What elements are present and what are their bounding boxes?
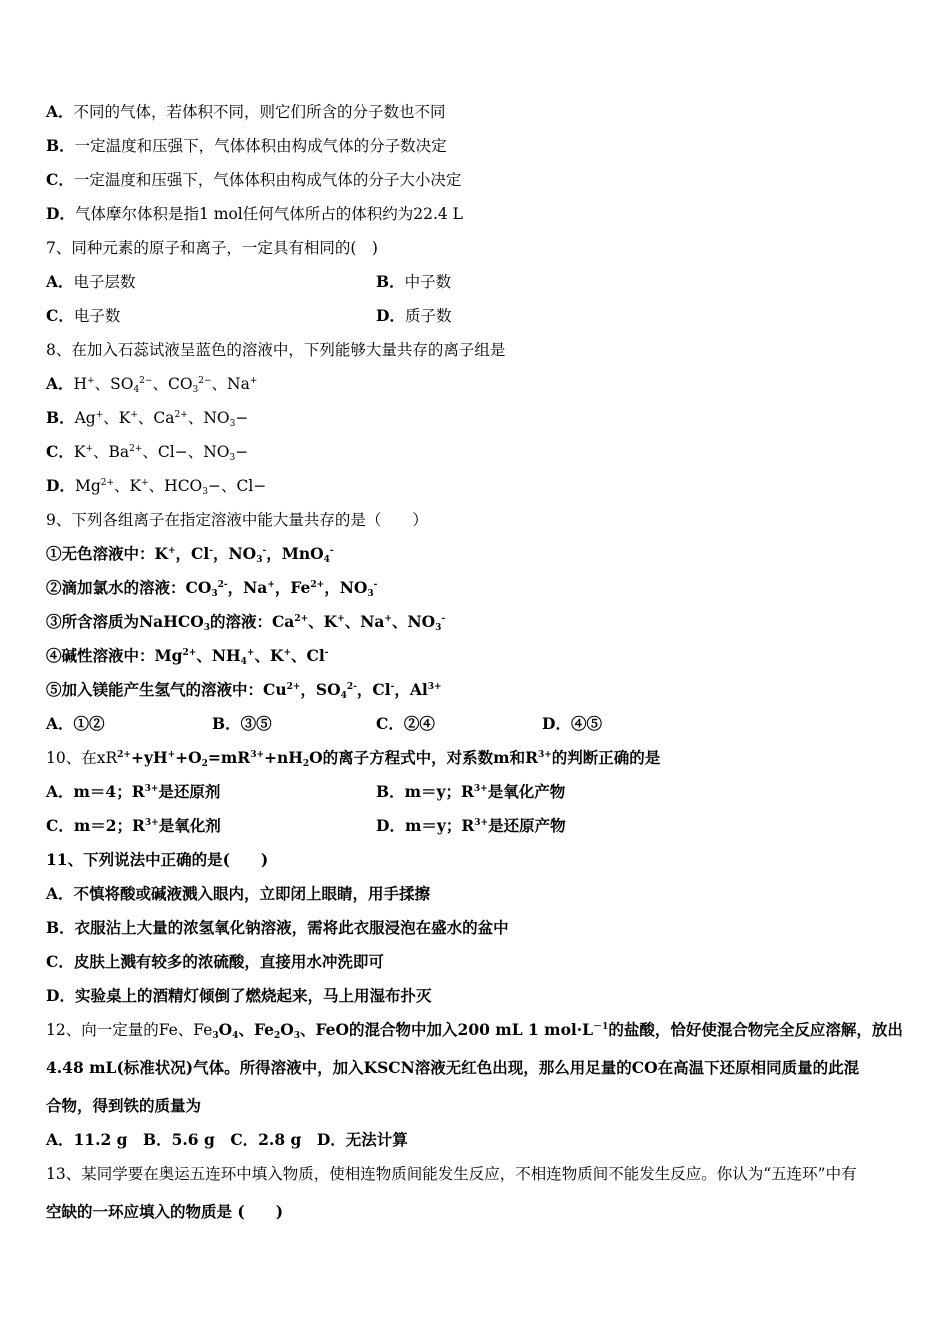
ion: Mg [74,477,101,495]
charge: 2+ [294,614,309,624]
charge: - [329,546,334,556]
option-label: B． [46,136,75,155]
charge: + [87,376,95,386]
subscript: 3 [367,589,374,599]
ion: 、Cl−、NO [142,443,230,461]
ion: K [73,443,86,461]
charge: − [208,477,221,495]
option-text: 电子层数 [73,273,136,291]
condition-text: ，Al [394,680,428,699]
ion: 、Na [211,375,250,393]
ion: 、SO [94,375,134,393]
charge: 3+ [537,750,552,760]
charge: + [384,614,392,624]
q12-stem-line2: 4.48 mL(标准状况)气体。所得溶液中，加入KSCN溶液无红色出现，那么用足量的CO在高温下还原相同质量的此混 [46,1058,860,1077]
q7-options-row2 [46,306,452,326]
option-text: 一定温度和压强下，气体体积由构成气体的分子数决定 [74,137,447,155]
q9-stem: 9、下列各组离子在指定溶液中能大量共存的是（ ） [46,511,428,529]
charge: - [262,546,267,556]
option-label: A． [46,272,74,291]
option-label: B． [46,918,75,937]
q9-option-a [46,714,105,734]
option-label: B． [212,714,241,733]
ion: 、HCO [148,477,203,495]
charge: − [235,443,249,461]
q7-option-b [376,272,451,292]
ion: 、K [103,409,131,427]
option-label: A． [46,374,74,393]
option-text: 一定温度和压强下，气体体积由构成气体的分子大小决定 [73,171,462,189]
q6-option-d [46,204,463,224]
subscript: 3 [212,1031,219,1041]
subscript: 3 [256,555,263,565]
stem-text: 、FeO的混合物中加入200 mL 1 mol·L [300,1020,594,1039]
charge: + [267,580,275,590]
option-label: C． [376,714,404,733]
charge: 2+ [310,580,325,590]
q9-option-d [542,714,602,734]
option-label: B． [376,782,405,801]
option-text: 电子数 [73,307,121,325]
charge: + [95,410,104,420]
subscript: 4 [232,1031,239,1041]
q11-option-d [46,986,431,1006]
q7-option-d [376,306,451,326]
q11-stem [46,850,268,870]
charge: + [283,648,291,658]
condition-text: 、K [254,646,284,665]
q12-stem-line1 [46,1020,903,1040]
stem-text: 11、下列说法中正确的是( ) [46,850,269,869]
q12-options: A．11.2 g B．5.6 g C．2.8 g D．无法计算 [46,1130,408,1149]
condition-text: 、Na [344,612,385,631]
charge: 2+ [174,410,188,420]
ion: 、K [114,477,142,495]
stem-text: 10、在xR [46,749,118,767]
charge: − [235,409,249,427]
condition-text: ②滴加氯水的溶液：CO [46,578,212,597]
q9-condition-2 [46,578,377,598]
charge: 2− [198,376,212,386]
ion: Ag [74,409,96,427]
option-label: C． [46,170,74,189]
charge: 3+ [250,750,264,760]
subscript: 2 [273,1031,281,1041]
q6-option-a [46,102,446,122]
q10-stem [46,748,660,768]
charge: + [167,546,176,556]
option-text: m＝4；R [73,782,145,801]
q10-option-c [46,816,221,836]
q10-option-d [376,816,566,836]
option-label: D． [542,714,571,733]
q10-options-row2 [46,816,906,836]
stem-text: +yH [130,748,168,767]
option-label: A． [46,782,74,801]
condition-text: ④碱性溶液中：Mg [46,646,183,665]
q8-stem: 8、在加入石蕊试液呈蓝色的溶液中，下列能够大量共存的离子组是 [46,341,506,359]
q10-option-a [46,782,220,802]
charge: 2+ [182,648,197,658]
stem-text: 12、向一定量的Fe、Fe [46,1021,213,1039]
stem-text: +nH [264,748,303,767]
option-label: D． [376,306,405,325]
option-label: C． [46,816,74,835]
q10-options-row1 [46,782,906,802]
charge: 2+ [100,478,115,488]
option-text: m＝y；R [404,816,475,835]
option-label: A． [46,884,74,903]
option-label: D． [46,204,75,223]
q9-condition-1 [46,544,334,564]
option-text: 衣服沾上大量的浓氢氧化钠溶液，需将此衣服浸泡在盛水的盆中 [74,918,509,937]
subscript: 2 [302,759,310,769]
ion: H [73,375,88,393]
condition-text: 、K [308,612,338,631]
option-text: ③⑤ [240,714,272,733]
ion: 、CO [152,375,193,393]
option-text: 是氧化产物 [487,782,566,801]
q8-option-a [46,374,257,394]
charge: 3+ [474,818,489,828]
condition-text: 、NH [196,646,241,665]
stem-text: 13、某同学要在奥运五连环中填入物质，使相连物质间能发生反应，不相连物质间不能发生反应。你认为“五连环”中有 [46,1165,857,1183]
charge: 2− [139,376,153,386]
subscript: 3 [211,589,218,599]
option-text: 实验桌上的酒精灯倾倒了燃烧起来，马上用湿布扑灭 [74,986,432,1005]
condition-text: ，Na [227,578,268,597]
charge: 3+ [144,784,159,794]
option-text: 不同的气体，若体积不同，则它们所含的分子数也不同 [73,103,446,121]
option-text: 质子数 [404,307,452,325]
q9-condition-5 [46,680,442,700]
charge: + [130,410,138,420]
option-text: 中子数 [404,273,452,291]
subscript: 3 [229,453,236,463]
charge: - [209,546,214,556]
condition-text: ⑤加入镁能产生氢气的溶液中：Cu [46,680,287,699]
condition-text: ，MnO [266,544,324,563]
charge: - [373,580,378,590]
subscript: 3 [435,623,442,633]
option-label: D． [46,986,75,1005]
q9-condition-3 [46,612,445,632]
charge: - [441,614,446,624]
stem-text: =mR [207,748,251,767]
charge: 2+ [129,444,143,454]
charge: 3+ [144,818,159,828]
q11-option-a [46,884,430,904]
q13-stem-line1 [46,1164,857,1184]
option-text: ④⑤ [570,714,602,733]
option-text: 是还原剂 [158,782,221,801]
ion: 、Ca [137,409,175,427]
subscript: 2 [201,759,208,769]
q8-option-b [46,408,248,428]
option-text: 皮肤上溅有较多的浓硫酸，直接用水冲洗即可 [73,952,384,971]
q12-stem-line3: 合物，得到铁的质量为 [46,1096,202,1115]
condition-text: ，NO [324,578,368,597]
q7-option-a [46,273,136,291]
option-label: D． [376,816,405,835]
condition-text: ③所含溶质为NaHCO [46,612,204,631]
option-text: 是还原产物 [488,816,566,835]
subscript: 3 [192,385,199,395]
option-text: 气体摩尔体积是指1 mol任何气体所占的体积约为22.4 L [74,205,463,223]
option-label: B． [376,272,405,291]
stem-text: O的离子方程式中，对系数m和R [309,748,538,767]
q11-option-c [46,952,384,972]
stem-text: 的盐酸，恰好使混合物完全反应溶解，放出 [608,1020,903,1039]
charge: - [324,648,329,658]
condition-text: ，Cl [356,680,391,699]
condition-text: ，Cl [175,544,210,563]
charge: + [246,648,255,658]
q8-option-c [46,442,248,462]
option-label: C． [46,306,74,325]
q10-option-b [376,782,565,802]
stem-text: O [218,1020,233,1039]
condition-text: 、NO [391,612,436,631]
subscript: 3 [293,1031,301,1041]
q9-option-c [376,714,435,734]
subscript: 4 [340,691,347,701]
charge: 2- [217,580,228,590]
ion: 、NO [187,409,230,427]
charge: + [85,444,93,454]
charge: 3+ [427,682,442,692]
q7-options-row1 [46,272,452,292]
charge: 2- [346,682,357,692]
superscript: －1 [593,1022,609,1032]
charge: 2+ [286,682,301,692]
q11-option-b [46,918,509,938]
option-text: 是氧化剂 [158,816,221,835]
ion: 、Ba [92,443,130,461]
option-label: D． [46,476,75,495]
option-text: m＝y；R [404,782,474,801]
condition-text: ①无色溶液中：K [46,544,168,563]
q9-options [46,714,906,734]
subscript: 3 [203,623,210,633]
charge: 2+ [117,750,131,760]
subscript: 4 [323,555,330,565]
option-label: C． [46,952,74,971]
q8-option-d [46,476,266,496]
q9-option-b [212,714,272,734]
option-label: C． [46,442,74,461]
condition-text: ，Fe [274,578,311,597]
subscript: 4 [240,657,247,667]
stem-text: 、Fe [238,1020,274,1039]
q7-stem: 7、同种元素的原子和离子，一定具有相同的( ) [46,239,378,257]
charge: + [337,614,345,624]
subscript: 3 [229,419,236,429]
stem-text: +O [175,748,202,767]
q6-option-c [46,170,461,190]
option-label: A． [46,102,74,121]
q9-condition-4 [46,646,328,666]
ion: 、Cl− [221,477,267,495]
q6-option-b [46,136,447,156]
charge: - [390,682,395,692]
option-text: ②④ [403,714,435,733]
condition-text: ，SO [300,680,341,699]
q13-stem-line2: 空缺的一环应填入的物质是 ( ) [46,1202,284,1221]
condition-text: 的溶液：Ca [209,612,295,631]
option-text: ①② [73,714,105,733]
stem-text: O [280,1020,294,1039]
charge: 3+ [473,784,488,794]
condition-text: ，NO [213,544,257,563]
option-label: B． [46,408,75,427]
subscript: 4 [133,385,140,395]
stem-text: 的判断正确的是 [551,748,661,767]
subscript: 3 [202,487,208,497]
option-text: 不慎将酸或碱液溅入眼内，立即闭上眼睛，用手揉擦 [73,884,431,903]
charge: + [249,376,258,386]
option-label: A． [46,714,74,733]
condition-text: 、Cl [290,646,325,665]
charge: + [167,750,176,760]
charge: + [141,478,149,488]
q7-option-c [46,307,120,325]
option-text: m＝2；R [73,816,145,835]
